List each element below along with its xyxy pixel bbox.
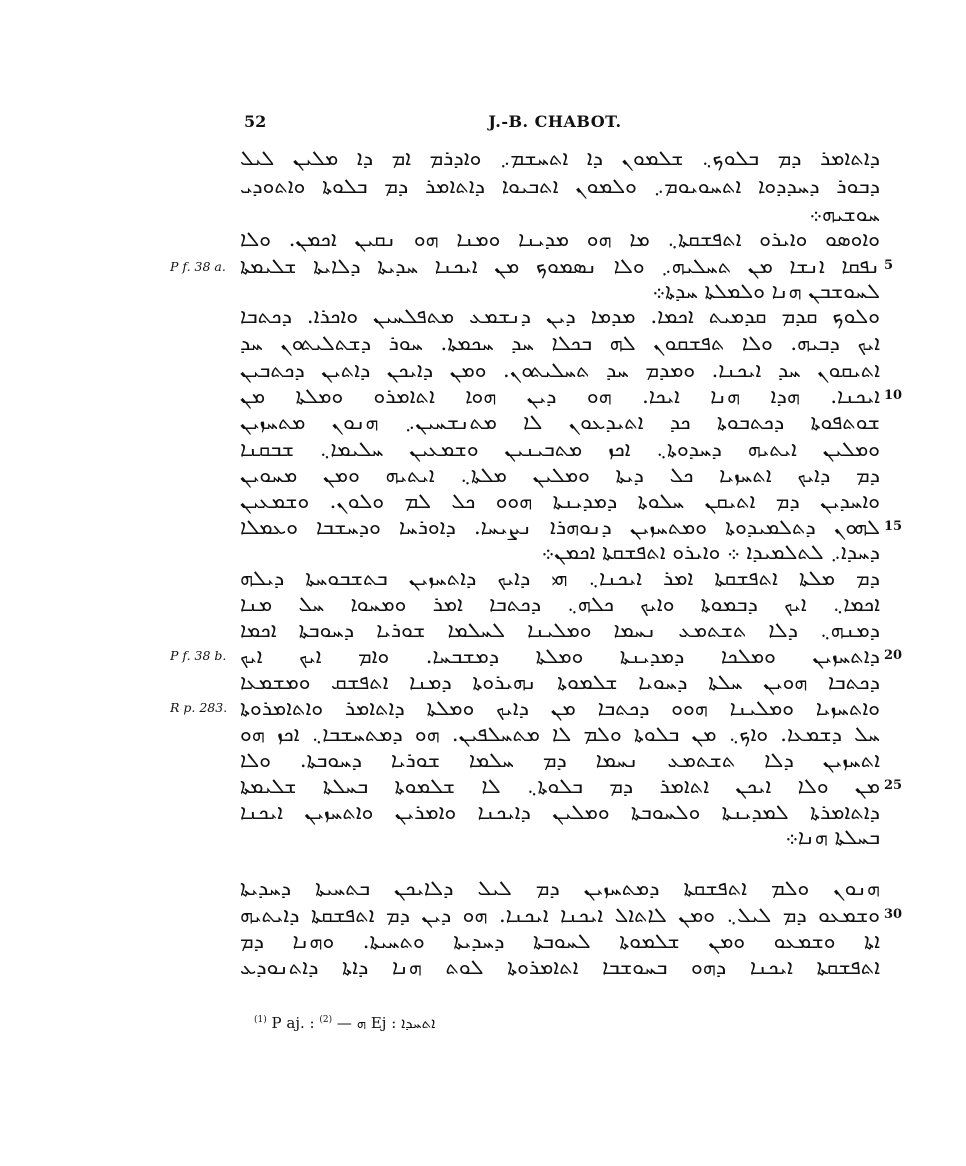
- footnote-text: P aj. :: [271, 1014, 315, 1032]
- text-line: ܕܟܬܒܐ ܗܘܝܢ ܚܠܬܐ ܕܚܘܝܐ ܫܠܡܘܬܐ ܢܗܝܪܘܬܐ ܕܡܢܐ ܐܬܦܫܩ ܘܡܫܡܥܐ: [240, 670, 880, 694]
- text-line: ܕܚܕܐ܇ ܠܬܠܡܝܕܐ ܀ ܘܐܝܪܘ ܐܬܦܫܩܬܐ ܐܟܡܢ܀: [541, 540, 880, 564]
- text-line: ܕܒܘܪ ܕܚܕܕܘܐ ܐܬܚܘܝܘܡ܇ ܘܠܡܘܢ ܐܬܒܝܘܐ ܕܐܬܐܡܪ ܕܡ ܒܠܘܬܐ ܘܐܬܘܕܝ: [240, 174, 880, 198]
- line-number: 20: [884, 648, 903, 663]
- footnote-text: Ej :: [370, 1014, 397, 1032]
- manuscript-ref: P f. 38 a.: [170, 259, 226, 274]
- text-line: ܘܡܠܝܢ ܐܝܬܝܗ ܕܚܕܘܬܐ܆ ܐܟܙ ܡܬܒܝܢܝܢ ܘܫܡܥܝܢ ܚܠܝܡܐ܆ ܫܒܩܢܐ: [240, 437, 880, 461]
- text-line: ܕܐܬܐܡܪܬܐ ܠܡܕܝܢܬܐ ܘܠܚܘܒܬܐ ܘܡܠܝܢ ܕܐܝܟܢܐ ܘܐܡܪܝܢ ܘܐܬܚܙܝܢ ܐܝܟܢܐ: [240, 800, 880, 824]
- running-head: J.-B. CHABOT.: [488, 112, 622, 131]
- line-number: 25: [884, 778, 903, 793]
- text-line: ܕܐܬܐܡܪ ܕܡ ܒܠܘܟ܆ ܫܠܡܘܢ ܕܐ ܐܬܚܫܡ܇ ܘܐܕܪܡ ܐܡ ܕܐ ܡܠܝܢ ܠܝܠ: [240, 146, 880, 170]
- footnote-syriac: ܐܬܚܕܐ: [401, 1014, 436, 1032]
- text-line: ܕܡ ܡܠܬܐ ܐܬܦܫܩܬܐ ܐܡܪ ܐܝܟܢܐ܆ ܗܝ ܕܐܝܟ ܕܐܬܚܙܝܢ ܒܬܫܒܘܚܬܐ ܕܝܠܗ: [240, 566, 880, 590]
- text-line: ܡܢ ܘܠܐ ܐܝܟܢ ܐܬܐܡܪ ܕܡ ܒܠܘܬܐ܆ ܠܐ ܫܠܡܘܬܐ ܒܚܠܬܐ ܫܠܝܡܬܐ: [240, 774, 880, 798]
- line-number: 30: [884, 907, 903, 922]
- footnote-dash: —: [336, 1014, 352, 1032]
- text-line: ܕܐܬܚܙܝܢ ܘܡܠܟܐ ܕܡܕܝܢܬܐ ܘܡܠܬܐ ܕܡܫܒܚܐ. ܘܐܡ ܐܝܟ ܐܝܟ: [240, 644, 880, 668]
- footnote-marker: (2): [319, 1015, 333, 1025]
- line-number: 15: [884, 519, 903, 534]
- page-number: 52: [244, 112, 267, 131]
- text-line: ܘܠܘܟ ܩܕܡ ܩܕܡܝܬ ܐܟܡܐ. ܡܕܡܐ ܕܝܢ ܕܢܫܡܥ ܡܬܦܠܚܝܢ ܘܐܟܪܐ. ܕܟܬܒܐ: [240, 304, 880, 328]
- footnote-marker: (1): [254, 1015, 267, 1025]
- manuscript-ref: P f. 38 b.: [170, 648, 227, 663]
- manuscript-ref: R p. 283.: [170, 700, 228, 715]
- footnote-syriac: ܗ: [356, 1014, 367, 1032]
- footnotes: [254, 1014, 435, 1032]
- line-number: 10: [884, 388, 903, 403]
- text-line: ܐܬܚܙܝܢ ܕܠܐ ܬܫܬܡܥ ܢܚܡܐ ܕܡ ܚܠܡܐ ܫܘܪܝܐ ܕܚܘܒܬܐ. ܘܠܐ: [240, 748, 880, 772]
- text-line: ܘܫܡܥܘ ܕܡ ܠܝܠ܆ ܘܡܢ ܠܐܬܐܠ ܐܝܟܢܐ ܐܝܟܢܐ. ܗܘ ܕܝܢ ܕܡ ܐܬܦܫܩܬܐ ܕܐܝܬܝܗ: [240, 903, 880, 927]
- text-line: ܠܗܘܢ ܕܬܠܡܝܕܘܬܐ ܘܡܬܚܙܝܢ ܕܢܘܗܪܐ ܢܨܝܚܐ. ܕܐܘܪܚܐ ܘܕܚܫܒܐ ܘܥܡܠܐ: [240, 515, 880, 539]
- text-line: ܘܐܘܣܘ ܘܐܝܪܘ ܐܬܦܫܩܬܐ܆ ܡܐ ܗܘ ܡܕܝܢܐ ܘܡܢܐ ܗܘ ܢܩܝܢ ܐܟܡܢ. ܘܠܐ: [240, 227, 880, 251]
- text-line: ܐܬܝܩܘܢ ܚܕ ܐܝܟܢܐ. ܘܡܕܡ ܚܕ ܬܚܠܝܬܘܢ. ܘܡܢ ܕܐܝܟܢ ܕܐܬܝܢ ܕܟܬܒܝܢ: [240, 358, 880, 382]
- text-line: ܕܡ ܕܐܝܟ ܐܬܚܙܝܐ ܟܠ ܕܝܬܐ ܘܡܠܝܢ ܡܠܬܐ܆ ܐܝܬܝܗ ܘܡܢ ܡܚܘܝܢ: [240, 463, 880, 487]
- line-number: 5: [884, 258, 894, 273]
- text-line: ܫܘܬܦܘܬܐ ܕܟܬܒܘܬܐ ܟܕ ܐܬܝܕܥܘܢ ܠܐ ܡܬܢܫܚܝܢ܇ ܗܢܘܢ ܡܬܚܙܝܢ: [240, 410, 880, 434]
- text-line: ܗܢܘܢ ܘܠܡ ܐܬܦܫܩܬܐ ܕܡܬܚܙܝܢ ܕܡ ܠܝܠ ܕܠܐܝܟܢ ܒܬܚܝܬܐ ܕܚܕܝܬܐ: [240, 876, 880, 900]
- text-line: ܐܟܡܐ܆ ܐܝܟ ܕܒܡܘܬܐ ܘܐܝܟ ܟܠܗ܆ ܕܟܬܒܐ ܐܡܪ ܘܡܚܘܐ ܚܠ ܡܢܐ: [240, 592, 880, 616]
- text-line: ܘܐܬܚܙܝܐ ܘܡܠܝܢܐ ܗܘܘ ܕܟܬܒܐ ܡܢ ܕܐܝܟ ܘܡܠܬܐ ܕܐܬܐܡܪ ܘܐܬܐܡܪܘܬܐ: [240, 696, 880, 720]
- text-line: ܕܡܢܗ܆ ܕܠܐ ܬܫܬܡܥ ܢܚܡܐ ܘܡܠܝܢܐ ܠܚܠܡܐ ܫܘܪܝܐ ܕܚܘܒܬܐ ܐܟܡܐ: [240, 618, 880, 642]
- text-line: ܐܬܦܫܩܬܐ ܐܝܟܢܐ ܕܗܘ ܒܚܘܫܒܐ ܐܬܐܡܪܘܬܐ ܠܘܬ ܗܢܐ ܕܐܬܐ ܕܐܬܢܘܕܥ: [240, 955, 880, 979]
- text-line: ܐܬܐ ܘܫܡܥܘ ܘܡܢ ܫܠܡܘܬܐ ܠܚܘܒܬܐ ܕܚܕܝܬܐ ܘܬܚܝܬܐ. ܘܗܢܐ ܕܡ: [240, 929, 880, 953]
- text-line: ܐܝܟܢܐ. ܗܕܐ ܗܢܐ ܐܝܟܐ. ܗܘ ܕܝܢ ܗܘܐ ܐܬܐܡܪܘ ܘܡܠܬܐ ܡܢ: [240, 384, 880, 408]
- text-line: ܢܦܩܐ ܐܢܫܐ ܡܢ ܬܚܠܝܗ܇ ܘܠܐ ܢܣܡܘܟ ܡܢ ܐܝܟܢܐ ܚܕܝܬܐ ܕܠܐܝܬܐ ܫܠܝܡܬܐ: [240, 254, 880, 278]
- text-line: ܐܝܟ ܕܒܝܗ. ܘܠܐ ܬܦܫܩܘܢ ܠܗ ܒܟܠܐ ܚܕ ܚܟܡܬܐ. ܚܘܪ ܕܫܬܠܝܬܘܢ ܚܕ: [240, 331, 880, 355]
- text-line: ܚܘܫܝܗ܀: [809, 202, 880, 226]
- text-line: ܚܠ ܕܫܡܥܐ. ܘܐܟ܆ ܡܢ ܒܠܘܬܐ ܘܠܡ ܠܐ ܡܬܚܠܦܝܢ. ܗܘ ܕܡܬܚܫܒܐ܆ ܐܟܙ ܗܘ: [240, 722, 880, 746]
- text-line: ܘܐܚܕܝܢ ܕܡ ܐܬܝܩܢ ܚܠܘܬܐ ܕܡܕܝܢܬܐ ܗܘܘ ܟܠ ܠܡ ܘܠܘܢ. ܘܫܡܥܝܢ: [240, 489, 880, 513]
- text-line: ܠܚܘܫܒܢ ܗܢܐ ܘܠܡܠܬܐ ܚܕܬܐ܀: [652, 279, 880, 303]
- text-line: ܒܚܠܬܐ ܗܢܐ܀: [785, 825, 880, 849]
